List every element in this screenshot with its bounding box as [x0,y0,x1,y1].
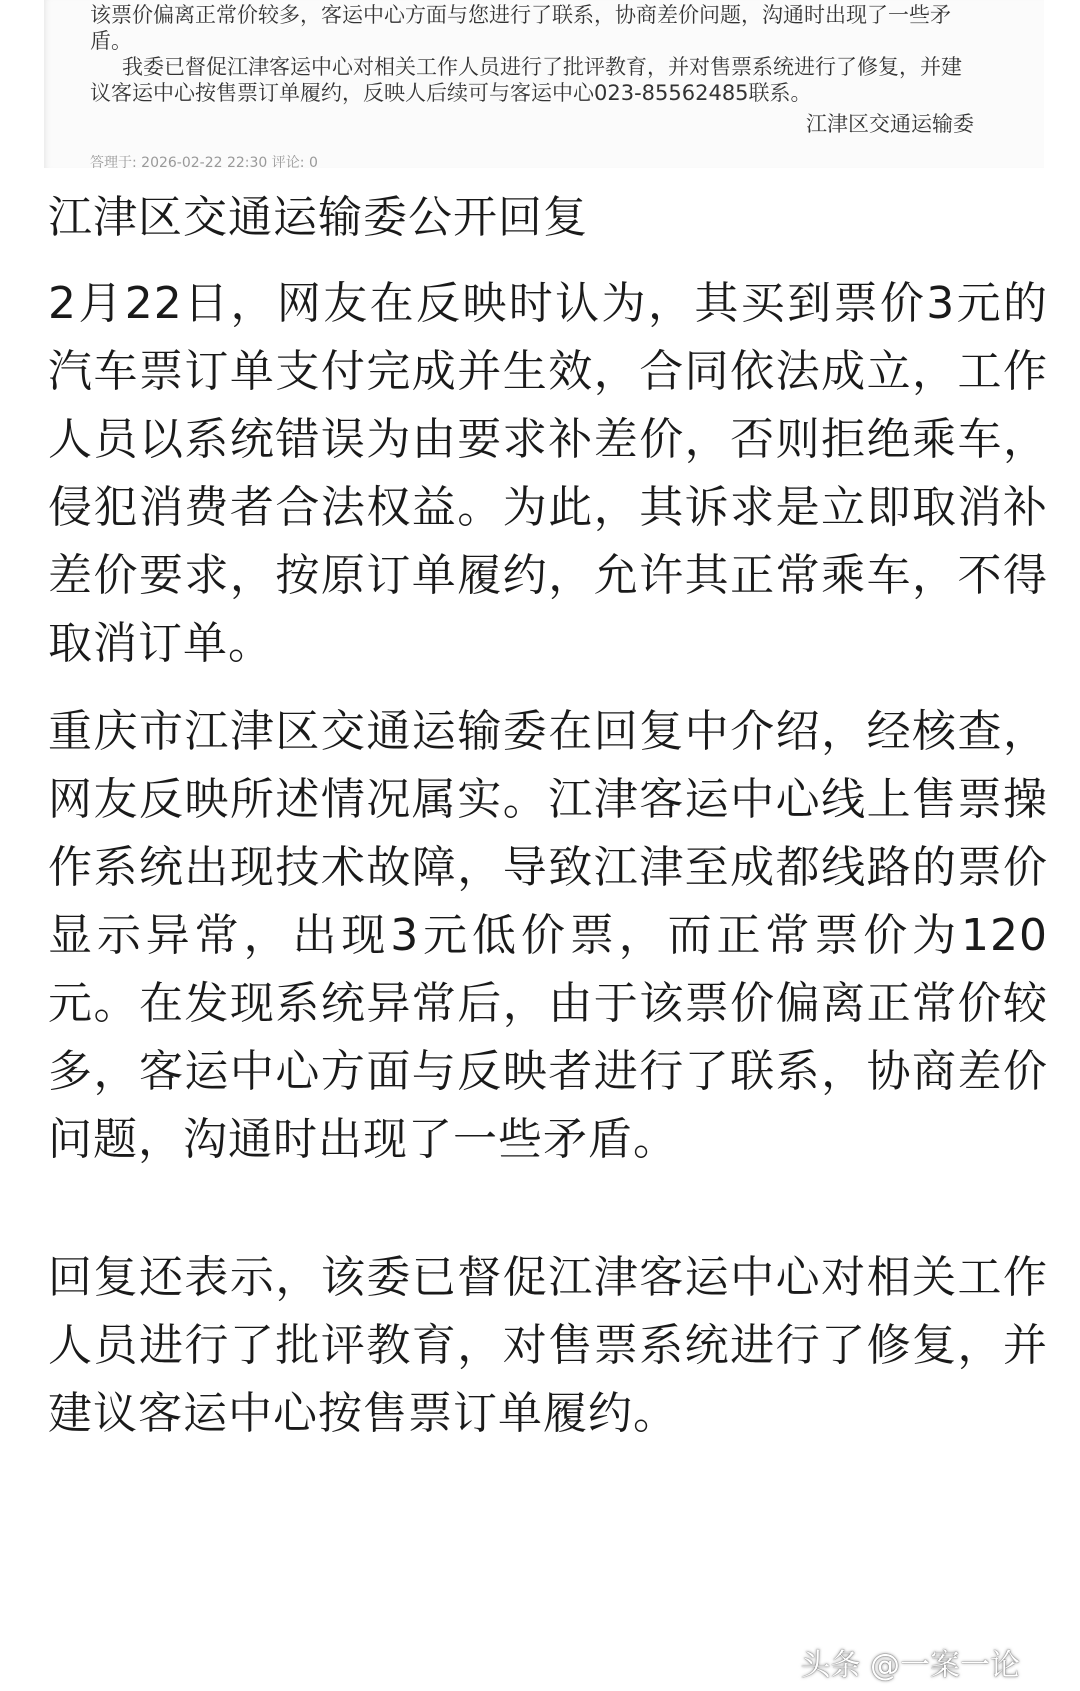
article-heading: 江津区交通运输委公开回复 [48,192,588,243]
article-paragraph-3: 回复还表示，该委已督促江津客运中心对相关工作人员进行了批评教育，对售票系统进行了修复，并建议客运中心按售票订单履约。 [48,1252,1048,1439]
article-paragraph-1: 2月22日，网友在反映时认为，其买到票价3元的汽车票订单支付完成并生效，合同依法成立，工作人员以系统错误为由要求补差价，否则拒绝乘车，侵犯消费者合法权益。为此，其诉求是立即取消补差价要求，按原订单履约，允许其正常乘车，不得取消订单。 [48,278,1048,669]
embedded-meta: 答理于: 2026-02-22 22:30 评论: 0 [90,155,318,168]
embedded-reply-screenshot [44,0,1044,168]
watermark: 头条 @一案一论 [800,1648,1020,1683]
embedded-line-1: 该票价偏离正常价较多，客运中心方面与您进行了联系，协商差价问题，沟通时出现了一些矛 [90,3,951,27]
embedded-line-2: 盾。 [90,29,132,53]
embedded-line-4: 议客运中心按售票订单履约，反映人后续可与客运中心023-85562485联系。 [90,81,812,105]
embedded-signature: 江津区交通运输委 [806,112,974,136]
article-body [48,188,1048,1448]
embedded-line-3: 我委已督促江津客运中心对相关工作人员进行了批评教育，并对售票系统进行了修复，并建 [122,55,962,79]
article-paragraph-2: 重庆市江津区交通运输委在回复中介绍，经核查，网友反映所述情况属实。江津客运中心线上售票操作系统出现技术故障，导致江津至成都线路的票价显示异常，出现3元低价票，而正常票价为120元。在发现系统异常后，由于该票价偏离正常价较多，客运中心方面与反映者进行了联系，协商差价问题，沟通时出现了一些矛盾。 [48,706,1048,1165]
